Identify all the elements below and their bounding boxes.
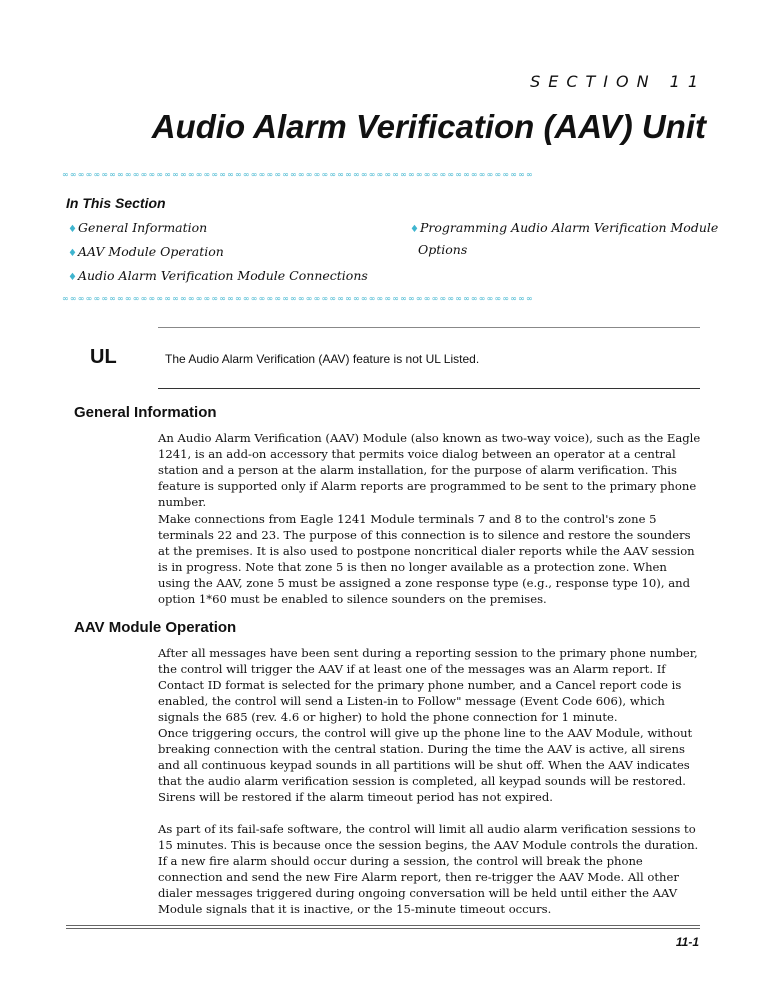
page-number: 11-1	[675, 935, 699, 949]
toc-item-programming-aav-options-cont[interactable]: Options	[418, 242, 468, 257]
ul-notice-bottom-rule	[158, 388, 700, 389]
toc-item-aav-module-connections[interactable]: ♦Audio Alarm Verification Module Connections	[68, 268, 368, 283]
aav-operation-paragraph-1: After all messages have been sent during a reporting session to the primary phone number, the control will trigger the AAV if at least one of the messages was an Alarm report. If Contact ID format is selected for the primary phone number, and a Cancel report code is enabled, the control will send a Listen-in to Follow" message (Event Code 606), which signals the 685 (rev. 4.6 or higher) to hold the phone connection for 1 minute.	[158, 646, 698, 724]
general-information-paragraph-2: Make connections from Eagle 1241 Module terminals 7 and 8 to the control's zone 5 terminals 22 and 23. The purpose of this connection is to silence and restore the sounders at the premises. It is also used to postpone noncritical dialer reports while the AAV session is in progress. Note that zone 5 is then no longer available as a protection zone. When using the AAV, zone 5 must be assigned a zone response type (e.g., response type 10), and option 1*60 must be enabled to silence sounders on the premises.	[158, 512, 695, 606]
toc-item-general-information[interactable]: ♦General Information	[68, 220, 208, 235]
aav-operation-paragraph-2: Once triggering occurs, the control will give up the phone line to the AAV Module, without breaking connection with the central station. During the time the AAV is active, all sirens and all continuous keypad sounds in all partitions will be shut off. When the AAV indicates that the audio alarm verification session is completed, all keypad sounds will be restored. Sirens will be restored if the alarm timeout period has not expired.	[158, 726, 693, 804]
decorative-divider-bottom: ∞∞∞∞∞∞∞∞∞∞∞∞∞∞∞∞∞∞∞∞∞∞∞∞∞∞∞∞∞∞∞∞∞∞∞∞∞∞∞∞∞∞∞∞∞∞∞∞∞∞∞∞∞∞∞∞∞∞∞∞	[62, 294, 534, 303]
toc-item-aav-module-operation[interactable]: ♦AAV Module Operation	[68, 244, 224, 259]
decorative-divider-top: ∞∞∞∞∞∞∞∞∞∞∞∞∞∞∞∞∞∞∞∞∞∞∞∞∞∞∞∞∞∞∞∞∞∞∞∞∞∞∞∞∞∞∞∞∞∞∞∞∞∞∞∞∞∞∞∞∞∞∞∞	[62, 170, 534, 179]
general-information-heading: General Information	[74, 404, 217, 421]
footer-rule	[66, 925, 700, 926]
ul-notice-text: The Audio Alarm Verification (AAV) feature is not UL Listed.	[165, 352, 480, 366]
page-title: Audio Alarm Verification (AAV) Unit	[151, 108, 706, 145]
ul-notice-top-rule	[158, 327, 700, 328]
toc-item-programming-aav-options[interactable]: ♦Programming Audio Alarm Verification Module	[410, 220, 719, 235]
footer-rule-2	[66, 928, 700, 929]
diamond-bullet-icon: ♦	[410, 224, 419, 235]
aav-operation-paragraph-3: As part of its fail-safe software, the control will limit all audio alarm verification sessions to 15 minutes. This is because once the session begins, the AAV Module controls the duration. If a new fire alarm should occur during a session, the control will break the phone connection and send the new Fire Alarm report, then re-trigger the AAV Mode. All other dialer messages triggered during ongoing conversation will be held until either the AAV Module signals that it is inactive, or the 15-minute timeout occurs.	[158, 822, 699, 916]
ul-mark: UL	[90, 346, 117, 368]
diamond-bullet-icon: ♦	[68, 272, 77, 283]
section-label: SECTION 11	[530, 72, 706, 91]
aav-module-operation-heading: AAV Module Operation	[74, 619, 237, 636]
diamond-bullet-icon: ♦	[68, 224, 77, 235]
general-information-paragraph-1: An Audio Alarm Verification (AAV) Module (also known as two-way voice), such as the Eagle 1241, is an add-on accessory that permits voice dialog between an operator at a central station and a person at the alarm installation, for the purpose of alarm verification. This feature is supported only if Alarm reports are programmed to be sent to the primary phone number.	[158, 431, 701, 509]
in-this-section-heading: In This Section	[66, 195, 166, 211]
diamond-bullet-icon: ♦	[68, 248, 77, 259]
